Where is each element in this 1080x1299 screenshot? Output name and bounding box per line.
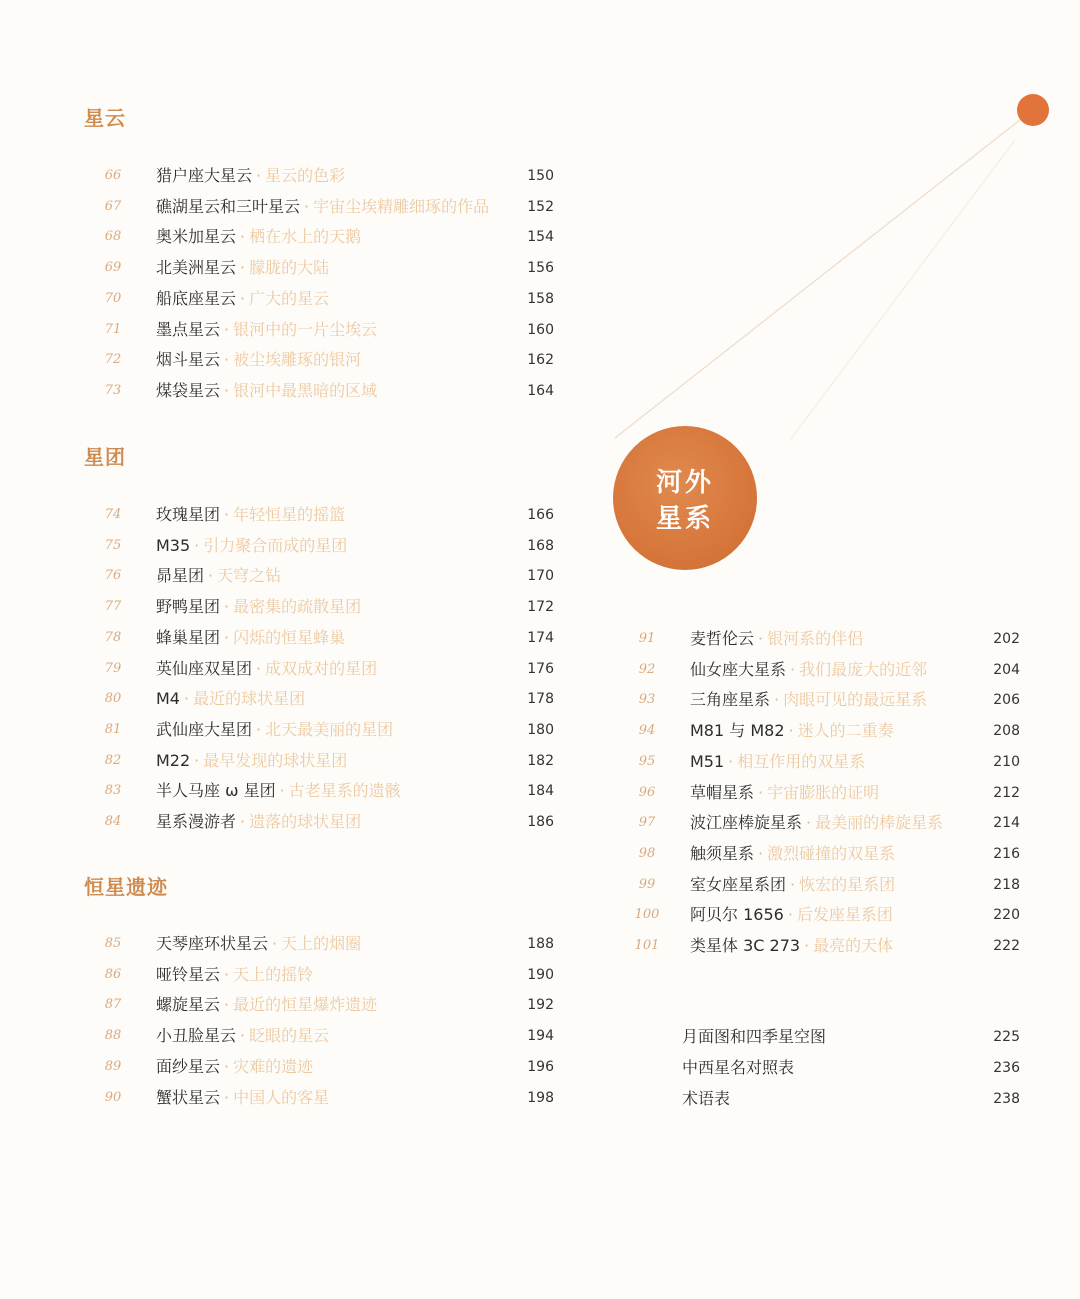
toc-entry: [630, 811, 1020, 835]
entry-title-line: [156, 687, 305, 711]
title-separator: ·: [787, 905, 793, 925]
toc-entry: [630, 750, 1020, 774]
section-heading-nebulae: 星云: [84, 106, 126, 130]
entry-title: 触须星系: [690, 843, 755, 863]
page-number: 190: [527, 966, 554, 983]
entry-title: 螺旋星云: [156, 995, 221, 1015]
toc-entry: [630, 842, 1020, 866]
entry-subtitle: 最近的恒星爆炸遗迹: [233, 995, 378, 1015]
toc-entry: [96, 993, 554, 1017]
entry-title-line: [156, 225, 361, 249]
entry-number: 73: [104, 382, 122, 398]
entry-subtitle: 银河中的一片尘埃云: [233, 319, 378, 339]
entry-number: 94: [638, 723, 656, 739]
toc-entry: [96, 225, 554, 249]
entry-title: M51: [690, 751, 725, 771]
page-number: 184: [527, 783, 554, 800]
entry-title: 烟斗星云: [156, 350, 221, 370]
entry-subtitle: 古老星系的遗骸: [288, 781, 401, 801]
title-separator: ·: [758, 843, 764, 863]
title-separator: ·: [279, 781, 285, 801]
page-number: 225: [993, 1029, 1020, 1045]
entry-title: 星系漫游者: [156, 812, 237, 831]
page-number: 170: [527, 568, 554, 585]
title-separator: ·: [758, 629, 764, 648]
entry-title: M4: [156, 689, 180, 709]
title-separator: ·: [224, 964, 230, 984]
title-separator: ·: [256, 166, 262, 185]
entry-number: 80: [104, 691, 122, 707]
page-number: 150: [527, 168, 554, 184]
entry-number: 78: [104, 629, 122, 645]
title-separator: ·: [224, 995, 230, 1015]
entry-subtitle: 闪烁的恒星蜂巢: [233, 627, 346, 647]
title-separator: ·: [806, 813, 812, 833]
entry-title-line: [156, 1086, 329, 1110]
entry-title-line: [156, 318, 377, 342]
page-number: 208: [993, 723, 1020, 740]
entry-title: M81 与 M82: [690, 721, 785, 741]
entry-subtitle: 栖在水上的天鹅: [249, 227, 362, 247]
title-separator: ·: [224, 319, 230, 339]
entry-title: 礁湖星云和三叶星云: [156, 196, 301, 216]
entry-number: 71: [104, 321, 122, 337]
page-number: 194: [527, 1028, 554, 1045]
entry-number: 99: [638, 876, 656, 892]
toc-entry: [96, 657, 554, 681]
page-number: 188: [527, 936, 554, 952]
toc-entry: [96, 932, 554, 956]
toc-list-stellar-remnants: [96, 932, 554, 1122]
entry-number: 95: [638, 753, 656, 769]
entry-title-line: [156, 993, 377, 1017]
entry-title: 英仙座双星团: [156, 658, 253, 678]
page-number: 178: [527, 691, 554, 708]
section-heading-stellar-remnants: 恒星遗迹: [84, 875, 168, 899]
page-number: 192: [527, 997, 554, 1014]
entry-title: 猎户座大星云: [156, 166, 253, 185]
entry-subtitle: 我们最庞大的近邻: [799, 659, 928, 679]
page-number: 166: [527, 507, 554, 523]
toc-entry: [96, 718, 554, 742]
entry-number: 66: [104, 168, 122, 183]
title-separator: ·: [194, 750, 200, 770]
entry-subtitle: 宇宙尘埃精雕细琢的作品: [313, 196, 490, 216]
page-number: 222: [993, 938, 1020, 954]
entry-number: 84: [104, 814, 122, 829]
page-number: 220: [993, 907, 1020, 924]
entry-number: 83: [104, 783, 122, 799]
entry-number: 88: [104, 1028, 122, 1044]
entry-number: 77: [104, 599, 122, 615]
page-number: 196: [527, 1058, 554, 1075]
toc-list-appendix: [630, 1025, 1020, 1115]
entry-number: 74: [104, 507, 122, 522]
toc-entry: [630, 781, 1020, 805]
title-separator: ·: [790, 659, 796, 679]
title-separator: ·: [240, 227, 246, 247]
toc-entry: [630, 903, 1020, 927]
entry-title-line: [690, 903, 893, 927]
entry-title: 三角座星系: [690, 690, 771, 710]
entry-subtitle: 银河中最黑暗的区域: [233, 380, 378, 400]
toc-entry: [630, 627, 1020, 651]
entry-title-line: [156, 1055, 313, 1079]
title-separator: ·: [758, 782, 764, 802]
entry-title-line: [156, 963, 313, 987]
page-number: 162: [527, 352, 554, 369]
toc-entry: [96, 779, 554, 803]
title-separator: ·: [183, 689, 190, 709]
entry-number: 75: [104, 537, 122, 553]
entry-title: 月面图和四季星空图: [682, 1027, 827, 1046]
entry-number: 93: [638, 692, 656, 708]
toc-entry: [96, 534, 554, 558]
entry-subtitle: 天穹之钻: [217, 566, 282, 586]
toc-entry: [96, 256, 554, 280]
entry-title-line: [690, 688, 927, 712]
entry-subtitle: 北天最美丽的星团: [265, 719, 394, 739]
page-number: 198: [527, 1089, 554, 1106]
entry-title: 波江座棒旋星系: [690, 813, 803, 833]
title-separator: ·: [224, 597, 230, 617]
title-separator: ·: [272, 934, 278, 953]
page-number: 174: [527, 629, 554, 646]
page-number: 186: [527, 814, 554, 830]
toc-entry: [630, 1087, 1020, 1111]
title-separator: ·: [774, 690, 780, 710]
title-separator: ·: [240, 258, 246, 278]
entry-title: 武仙座大星团: [156, 719, 253, 739]
entry-title-line: [156, 595, 361, 619]
entry-title: 奥米加星云: [156, 227, 237, 247]
entry-subtitle: 最近的球状星团: [193, 689, 306, 709]
toc-entry: [96, 164, 554, 188]
page-number: 180: [527, 721, 554, 738]
page-number: 154: [527, 229, 554, 246]
entry-title: 小丑脸星云: [156, 1026, 237, 1046]
entry-title: 中西星名对照表: [682, 1058, 795, 1077]
entry-title-line: [682, 1056, 794, 1080]
entry-subtitle: 天上的烟圈: [281, 934, 362, 953]
toc-entry: [96, 963, 554, 987]
title-separator: ·: [240, 288, 246, 308]
entry-title: 室女座星系团: [690, 874, 787, 894]
entry-title-line: [156, 810, 361, 834]
entry-subtitle: 广大的星云: [249, 288, 330, 308]
entry-title-line: [156, 564, 281, 588]
orange-planet-dot: [1017, 94, 1049, 126]
section-disc-extragalactic: [613, 426, 757, 570]
entry-subtitle: 银河系的伴侣: [767, 629, 864, 648]
toc-entry: [96, 1086, 554, 1110]
entry-number: 92: [638, 661, 656, 677]
entry-title-line: [682, 1025, 826, 1049]
entry-title-line: [156, 749, 347, 773]
title-separator: ·: [224, 627, 230, 647]
entry-title-line: [156, 256, 329, 280]
entry-number: 90: [104, 1089, 122, 1105]
entry-number: 97: [638, 815, 656, 831]
toc-entry: [96, 379, 554, 403]
entry-title-line: [156, 779, 401, 803]
entry-title-line: [690, 627, 863, 651]
disc-heading-line1: 河外: [655, 468, 714, 498]
toc-entry: [630, 1025, 1020, 1049]
entry-number: 67: [104, 198, 122, 214]
entry-title: 昴星团: [156, 566, 205, 586]
toc-entry: [96, 810, 554, 834]
disc-heading-line2: 星系: [655, 504, 714, 534]
page-number: 206: [993, 692, 1020, 709]
entry-subtitle: 后发座星系团: [796, 905, 893, 925]
entry-subtitle: 中国人的客星: [233, 1087, 330, 1107]
toc-list-extragalactic: [630, 627, 1020, 967]
entry-number: 81: [104, 721, 122, 737]
entry-subtitle: 最美丽的棒旋星系: [815, 813, 944, 833]
entry-title-line: [690, 719, 894, 743]
page-number: 214: [993, 815, 1020, 832]
toc-entry: [96, 749, 554, 773]
entry-title: 麦哲伦云: [690, 629, 755, 648]
title-separator: ·: [256, 658, 262, 678]
title-separator: ·: [194, 535, 200, 555]
entry-title-line: [156, 626, 345, 650]
entry-title-line: [690, 750, 865, 774]
entry-title-line: [690, 873, 895, 897]
toc-entry: [630, 1056, 1020, 1080]
entry-title: 北美洲星云: [156, 258, 237, 278]
entry-number: 68: [104, 229, 122, 245]
toc-entry: [630, 873, 1020, 897]
title-separator: ·: [304, 196, 310, 216]
entry-number: 96: [638, 784, 656, 800]
entry-subtitle: 年轻恒星的摇篮: [233, 505, 346, 524]
entry-title-line: [156, 1024, 329, 1048]
entry-title: 煤袋星云: [156, 380, 221, 400]
title-separator: ·: [240, 812, 246, 831]
page-number: 152: [527, 198, 554, 215]
page-number: 172: [527, 599, 554, 616]
entry-title: 半人马座 ω 星团: [156, 781, 276, 801]
entry-title: M35: [156, 535, 191, 555]
title-separator: ·: [728, 751, 734, 771]
page-number: 238: [993, 1091, 1020, 1107]
page-number: 218: [993, 876, 1020, 893]
entry-title-line: [156, 932, 361, 956]
entry-subtitle: 灾难的遗迹: [233, 1056, 314, 1076]
page-number: 212: [993, 784, 1020, 801]
entry-title-line: [156, 348, 361, 372]
toc-list-clusters: [96, 503, 554, 843]
entry-number: 100: [634, 907, 660, 923]
page-number: 160: [527, 321, 554, 338]
page-number: 216: [993, 845, 1020, 862]
entry-title-line: [690, 842, 895, 866]
entry-subtitle: 成双成对的星团: [265, 658, 378, 678]
entry-subtitle: 朦胧的大陆: [249, 258, 330, 278]
entry-title: 术语表: [682, 1089, 731, 1108]
entry-subtitle: 最密集的疏散星团: [233, 597, 362, 617]
entry-number: 82: [104, 752, 122, 768]
entry-number: 98: [638, 845, 656, 861]
entry-title: M22: [156, 750, 191, 770]
entry-title: 阿贝尔 1656: [690, 905, 784, 925]
toc-entry: [96, 564, 554, 588]
entry-subtitle: 眨眼的星云: [249, 1026, 330, 1046]
entry-number: 86: [104, 966, 122, 982]
toc-entry: [96, 348, 554, 372]
entry-subtitle: 恢宏的星系团: [799, 874, 896, 894]
entry-title-line: [156, 287, 329, 311]
entry-title: 蜂巢星团: [156, 627, 221, 647]
entry-subtitle: 遗落的球状星团: [249, 812, 362, 831]
entry-title-line: [156, 195, 489, 219]
page-number: 176: [527, 660, 554, 677]
toc-entry: [96, 595, 554, 619]
entry-title: 蟹状星云: [156, 1087, 221, 1107]
entry-title-line: [156, 164, 345, 188]
title-separator: ·: [256, 719, 262, 739]
entry-number: 89: [104, 1058, 122, 1074]
entry-title: 玫瑰星团: [156, 505, 221, 524]
toc-entry: [630, 934, 1020, 958]
toc-entry: [630, 658, 1020, 682]
entry-number: 69: [104, 260, 122, 276]
entry-title-line: [690, 781, 879, 805]
page-number: 164: [527, 382, 554, 399]
page-number: 204: [993, 661, 1020, 678]
toc-entry: [96, 687, 554, 711]
entry-subtitle: 天上的摇铃: [233, 964, 314, 984]
toc-list-nebulae: [96, 164, 554, 414]
entry-title: 面纱星云: [156, 1056, 221, 1076]
entry-title-line: [682, 1087, 730, 1111]
page-number: 158: [527, 290, 554, 307]
toc-entry: [630, 719, 1020, 743]
entry-title-line: [156, 718, 393, 742]
entry-number: 91: [638, 631, 656, 646]
entry-number: 72: [104, 352, 122, 368]
entry-number: 70: [104, 290, 122, 306]
entry-title-line: [690, 811, 943, 835]
entry-title-line: [690, 934, 893, 958]
toc-entry: [96, 626, 554, 650]
entry-subtitle: 激烈碰撞的双星系: [767, 843, 896, 863]
entry-number: 79: [104, 660, 122, 676]
entry-subtitle: 迷人的二重奏: [797, 721, 894, 741]
entry-title: 野鸭星团: [156, 597, 221, 617]
title-separator: ·: [240, 1026, 246, 1046]
title-separator: ·: [208, 566, 214, 586]
toc-entry: [96, 1055, 554, 1079]
entry-subtitle: 最亮的天体: [813, 936, 894, 955]
toc-entry: [630, 688, 1020, 712]
entry-title-line: [156, 534, 347, 558]
page-number: 236: [993, 1060, 1020, 1076]
entry-number: 87: [104, 997, 122, 1013]
page-number: 182: [527, 752, 554, 769]
title-separator: ·: [224, 505, 230, 524]
entry-subtitle: 引力聚合而成的星团: [203, 535, 348, 555]
entry-title: 船底座星云: [156, 288, 237, 308]
title-separator: ·: [224, 1056, 230, 1076]
page-number: 202: [993, 631, 1020, 647]
entry-title: 墨点星云: [156, 319, 221, 339]
toc-entry: [96, 503, 554, 527]
entry-title: 哑铃星云: [156, 964, 221, 984]
entry-title-line: [156, 379, 377, 403]
entry-title: 类星体 3C 273: [690, 936, 801, 955]
title-separator: ·: [224, 380, 230, 400]
toc-entry: [96, 318, 554, 342]
entry-subtitle: 最早发现的球状星团: [203, 750, 348, 770]
toc-entry: [96, 287, 554, 311]
entry-subtitle: 宇宙膨胀的证明: [767, 782, 880, 802]
page-number: 156: [527, 260, 554, 277]
entry-title-line: [156, 503, 345, 527]
toc-entry: [96, 1024, 554, 1048]
entry-title-line: [156, 657, 377, 681]
entry-subtitle: 星云的色彩: [265, 166, 346, 185]
entry-subtitle: 肉眼可见的最远星系: [783, 690, 928, 710]
entry-title: 天琴座环状星云: [156, 934, 269, 953]
entry-number: 101: [634, 938, 660, 953]
page-number: 168: [527, 537, 554, 554]
page-number: 210: [993, 753, 1020, 770]
entry-number: 76: [104, 568, 122, 584]
entry-title: 仙女座大星系: [690, 659, 787, 679]
entry-title: 草帽星系: [690, 782, 755, 802]
section-heading-clusters: 星团: [84, 445, 126, 469]
entry-title-line: [690, 658, 927, 682]
entry-subtitle: 相互作用的双星系: [737, 751, 866, 771]
entry-number: 85: [104, 936, 122, 951]
title-separator: ·: [224, 350, 230, 370]
title-separator: ·: [804, 936, 810, 955]
title-separator: ·: [790, 874, 796, 894]
title-separator: ·: [788, 721, 794, 741]
title-separator: ·: [224, 1087, 230, 1107]
toc-entry: [96, 195, 554, 219]
entry-subtitle: 被尘埃雕琢的银河: [233, 350, 362, 370]
